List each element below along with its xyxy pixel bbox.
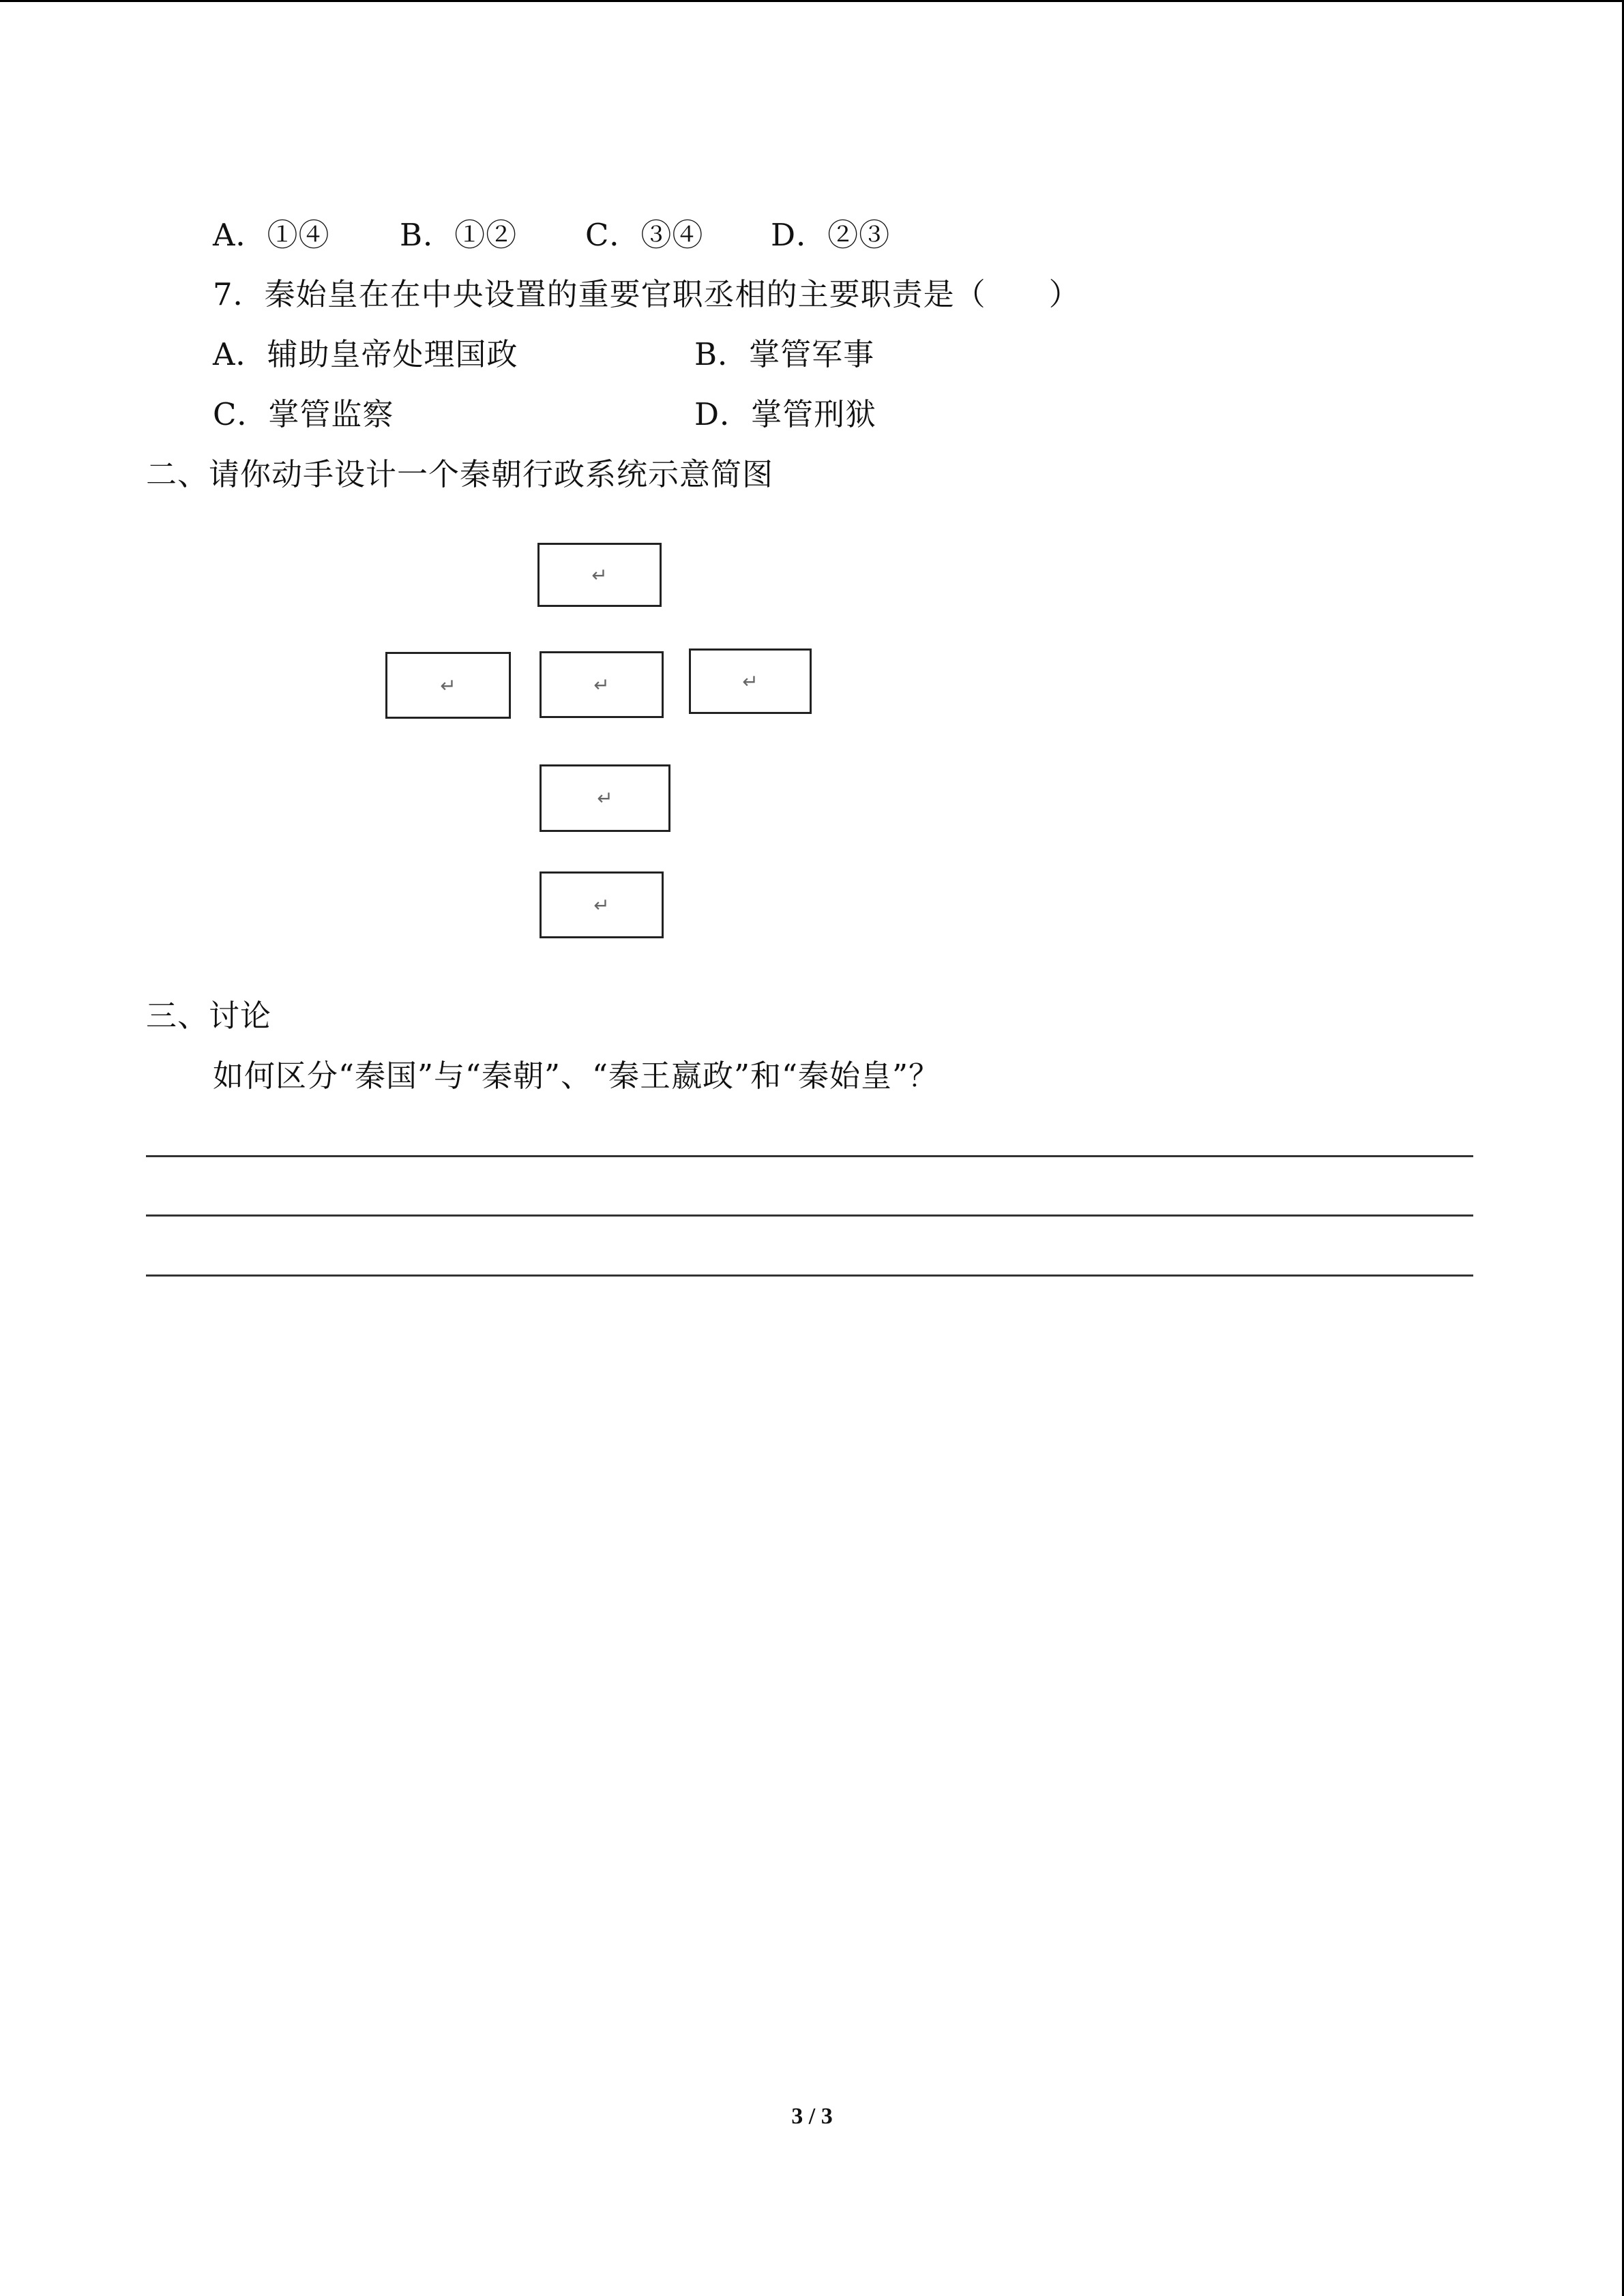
return-mark-icon: ↵	[742, 670, 758, 693]
diagram-box-right[interactable]	[689, 648, 812, 714]
section3-question: 如何区分“秦国”与“秦朝”、“秦王嬴政”和“秦始皇”？	[213, 1058, 941, 1094]
section3-title: 三、讨论	[146, 998, 272, 1034]
return-mark-icon: ↵	[591, 563, 608, 586]
return-mark-icon: ↵	[593, 673, 610, 696]
diagram-box-middle-lower[interactable]	[540, 764, 670, 832]
q6-option-c: C．③④	[585, 217, 704, 253]
page-border-top	[0, 0, 1624, 2]
q7-option-b: B．掌管军事	[694, 336, 875, 372]
q7-option-c: C．掌管监察	[213, 396, 394, 432]
diagram-box-left[interactable]	[385, 652, 511, 719]
q7-option-a: A．辅助皇帝处理国政	[213, 336, 518, 372]
diagram-box-center[interactable]	[540, 651, 664, 718]
q7-stem: 7．秦始皇在在中央设置的重要官职丞相的主要职责是（ ）	[213, 276, 1080, 312]
diagram-box-bottom[interactable]	[540, 871, 664, 938]
answer-line[interactable]	[146, 1214, 1473, 1217]
return-mark-icon: ↵	[593, 893, 610, 916]
q6-option-a: A．①④	[213, 217, 330, 253]
return-mark-icon: ↵	[440, 674, 456, 697]
diagram-box-top[interactable]	[537, 543, 662, 607]
answer-line[interactable]	[146, 1274, 1473, 1277]
q7-option-d: D．掌管刑狱	[694, 396, 877, 432]
section2-title: 二、请你动手设计一个秦朝行政系统示意简图	[146, 456, 774, 492]
q6-option-b: B．①②	[400, 217, 518, 253]
answer-line[interactable]	[146, 1155, 1473, 1157]
q6-option-d: D．②③	[771, 217, 891, 253]
page-number: 3 / 3	[791, 2104, 833, 2129]
return-mark-icon: ↵	[597, 787, 613, 809]
